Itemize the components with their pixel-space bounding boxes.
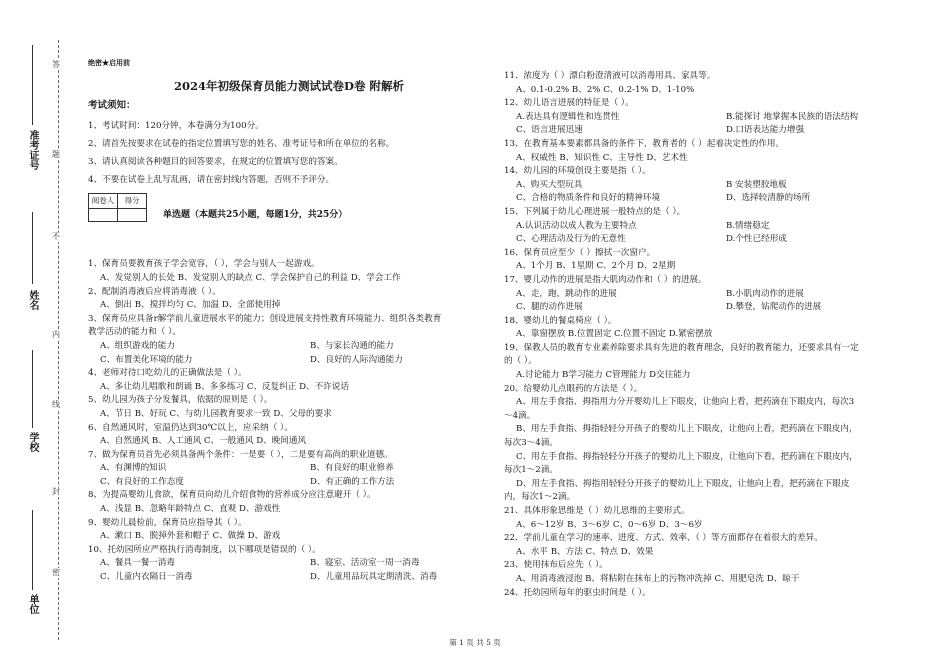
notice-heading: 考试须知： bbox=[88, 100, 136, 112]
option-row: A、6～12岁 B、3～6岁 C、0～6岁 D、3～6岁 bbox=[516, 519, 703, 530]
question-text: 7、做为保育员首先必须具备两个条件：一是要（ ），二是要有高尚的职业道德。 bbox=[88, 449, 393, 460]
label-name: 姓名 bbox=[27, 290, 38, 310]
option-row: A、靠窗摆放 B.位置固定 C.位置不固定 D.紧密摆放 bbox=[516, 329, 713, 340]
label-unit: 单位 bbox=[27, 594, 38, 614]
binding-char: 密 bbox=[52, 568, 60, 577]
option-row bbox=[88, 557, 490, 571]
option-row: A、自然通风 B、人工通风 C、一般通风 D、晚间通风 bbox=[100, 436, 307, 447]
question-text: 的（ ）。 bbox=[504, 356, 537, 367]
exam-title: 2024年初级保育员能力测试试卷D卷 附解析 bbox=[174, 78, 404, 93]
notice-item: 4、不要在试卷上乱写乱画，请在密封线内答题，否则不予评分。 bbox=[88, 174, 335, 185]
question-text: 8、为提高婴幼儿食欲，保育员向幼儿介绍食物的营养成分应注意避开（ ）。 bbox=[88, 490, 376, 501]
score-row bbox=[88, 193, 490, 223]
option-text: B.能探讨 地掌握本民族的语法结构 bbox=[726, 111, 859, 122]
score-cell-blank[interactable] bbox=[118, 208, 147, 221]
option-text: A、餐具一餐一消毒 bbox=[100, 558, 175, 569]
secret-mark: 绝密★启用前 bbox=[88, 58, 130, 67]
question-text: 19、保教人员的教育专业素养除要求具有先进的教育理念，良好的教育能力，还要求具有一定 bbox=[504, 342, 859, 353]
binding-char: 线 bbox=[52, 400, 60, 409]
option-row bbox=[88, 476, 490, 490]
option-row: A.讨论能力 B学习能力 C管理能力 D交往能力 bbox=[516, 370, 691, 381]
unit-blank bbox=[32, 510, 34, 590]
option-text: B、与家长沟通的能力 bbox=[310, 340, 394, 351]
question-text: 3、保育员应具备r解学前儿童进展水平的能力；创设进展支持性教育环境能力、组织各类教育 bbox=[88, 313, 442, 324]
option-text: D、有正确的工作方法 bbox=[310, 476, 395, 487]
option-text: D.攀登，钻爬动作的进展 bbox=[726, 302, 822, 313]
question-text: 教学活动的能力和（ ）。 bbox=[88, 327, 181, 338]
score-cell-score: 得分 bbox=[118, 194, 147, 209]
question-text: 13、在教育基本要素都具备的条件下，教育者的（ ）起着决定性的作用。 bbox=[504, 138, 785, 149]
question-text: 14、幼儿园的环境创设主要是指（ ）。 bbox=[504, 166, 651, 177]
option-text: B.小肌肉动作的进展 bbox=[726, 288, 804, 299]
option-text: C、有良好的工作态度 bbox=[100, 476, 184, 487]
option-text: A.表达具有逻辑性和连贯性 bbox=[516, 111, 620, 122]
score-cell-grader: 阅卷人 bbox=[89, 194, 118, 209]
question-text: 12、幼儿语言进展的特征是（ ）。 bbox=[504, 98, 634, 109]
question-text: 5、幼儿园为孩子分发餐具，依据的原则是（ ）。 bbox=[88, 395, 273, 406]
option-row: A、多让幼儿唱歌和朗诵 B、多多练习 C、反复纠正 D、不许说话 bbox=[100, 381, 350, 392]
option-row bbox=[504, 220, 944, 234]
option-row bbox=[504, 288, 944, 302]
option-row bbox=[88, 340, 490, 354]
binding-char: 封 bbox=[52, 487, 60, 496]
question-text: 6、自然通风时，室温仍达到30℃以上，应采纳（ ）。 bbox=[88, 422, 293, 433]
binding-dashed-line bbox=[58, 40, 59, 640]
left-questions bbox=[88, 258, 490, 584]
question-text: 10、托幼园所应严格执行消毒制度，以下哪项是错误的（ ）。 bbox=[88, 544, 321, 555]
option-text: B、有良好的职业修养 bbox=[310, 463, 394, 474]
option-row: A、0.1-0.2% B、2% C、0.2-1% D、1-10% bbox=[516, 84, 695, 95]
binding-char: 不 bbox=[52, 232, 60, 241]
question-text: 17、婴儿动作的进展是指大肌肉动作和（ ）的进展。 bbox=[504, 274, 707, 285]
option-text: A、组织游戏的能力 bbox=[100, 340, 175, 351]
label-exam-number: 准考证号 bbox=[27, 130, 38, 170]
option-row: B、用左手食指、拇指轻轻分开孩子的婴幼儿上下眼皮，让他向上看，把药滴在下眼皮内， bbox=[516, 424, 858, 435]
option-text: D、选择较清静的场所 bbox=[726, 193, 811, 204]
option-text: C、语言进展迅速 bbox=[516, 125, 583, 136]
option-text: C、合格的物质条件和良好的精神环境 bbox=[516, 193, 661, 204]
question-text: 9、婴幼儿晨检前，保育员应指导其（ ）。 bbox=[88, 517, 247, 528]
option-row bbox=[504, 192, 944, 206]
option-row: D、用左手食指、拇指用轻轻分开孩子的婴幼儿上下眼皮，让他向上看，把药滴在下眼皮 bbox=[516, 478, 850, 489]
option-row bbox=[504, 179, 944, 193]
option-row: A、发觉别人的长处 B、发觉别人的缺点 C、学会保护自己的利益 D、学会工作 bbox=[100, 272, 401, 283]
option-text: C、布置美化环境的能力 bbox=[100, 354, 193, 365]
option-row: A、权威性 B、知识性 C、主导性 D、艺术性 bbox=[516, 152, 688, 163]
option-text: A、有渊博的知识 bbox=[100, 463, 167, 474]
exam-number-blank bbox=[32, 45, 34, 125]
binding-margin bbox=[0, 0, 70, 671]
question-text: 内，每次1～2滴。 bbox=[504, 492, 576, 503]
question-text: 11、浓度为（ ）漂白粉澄清液可以消毒用具、家具等。 bbox=[504, 71, 716, 81]
option-text: C、腿的动作进展 bbox=[516, 302, 583, 313]
school-blank bbox=[32, 350, 34, 428]
option-row: C、用左手食指、拇指轻轻分开孩子的婴幼儿上下眼皮，让他向下看，把药滴在下眼皮内， bbox=[516, 451, 858, 462]
question-text: 22、学前儿童在学习的速率、进度、方式、效率、（ ）等方面都存在着很大的差异。 bbox=[504, 533, 823, 544]
option-row: A、倒出 B、搅拌均匀 C、加温 D、全部使用掉 bbox=[100, 300, 281, 311]
option-text: A、走，跑，跳动作的进展 bbox=[516, 288, 617, 299]
binding-char: 题 bbox=[52, 150, 60, 159]
option-row bbox=[504, 111, 944, 125]
binding-char: 内 bbox=[52, 330, 60, 339]
option-row bbox=[88, 354, 490, 368]
score-table bbox=[88, 193, 147, 222]
question-text: ～4滴。 bbox=[504, 410, 536, 421]
label-school: 学校 bbox=[27, 432, 38, 452]
question-text: 21、具体形象思维是（ ）幼儿思维的主要形式。 bbox=[504, 506, 690, 516]
question-text: 每次3～4滴。 bbox=[504, 438, 558, 449]
option-text: A.认识活动以成人教为主要特点 bbox=[516, 220, 637, 231]
question-text: 1、保育员要教育孩子学会宽容，（ ），学会与别人一起游戏。 bbox=[88, 259, 320, 270]
option-text: D、良好的人际沟通能力 bbox=[310, 354, 403, 365]
score-cell-blank[interactable] bbox=[89, 208, 118, 221]
option-text: C、心理活动及行为的无意性 bbox=[516, 234, 626, 245]
option-row bbox=[504, 301, 944, 315]
left-column bbox=[88, 56, 490, 585]
question-text: 20、给婴幼儿点眼药的方法是（ ）。 bbox=[504, 383, 643, 394]
question-text: 4、老师对待口吃幼儿的正确做法是（ ）。 bbox=[88, 368, 247, 379]
option-text: C、儿童内衣隔日一消毒 bbox=[100, 572, 193, 583]
option-row bbox=[88, 462, 490, 476]
option-row: A、节日 B、好玩 C、与幼儿园教育要求一致 D、父母的要求 bbox=[100, 408, 332, 419]
question-text: 23、使用抹布后应先（ ）。 bbox=[504, 560, 608, 571]
option-text: D.口语表达能力增强 bbox=[726, 125, 805, 136]
question-text: 18、婴幼儿的餐桌椅应（ ）。 bbox=[504, 315, 617, 326]
option-row bbox=[504, 233, 944, 247]
option-text: B、寝室、活动室一周一消毒 bbox=[310, 558, 420, 569]
option-row: A、浅显 B、忽略年龄特点 C、直观 D、游戏性 bbox=[100, 504, 281, 515]
option-text: B 安装塑胶地板 bbox=[726, 179, 787, 190]
notice-item: 2、请首先按要求在试卷的指定位置填写您的姓名、准考证号和所在单位的名称。 bbox=[88, 138, 395, 149]
option-text: D、儿童用品玩具定期清洗、消毒 bbox=[310, 572, 438, 583]
question-text: 2、配制消毒液后应将消毒液（ ）。 bbox=[88, 286, 221, 297]
notice-item: 3、请认真阅读各种题目的回答要求，在规定的位置填写您的答案。 bbox=[88, 156, 343, 167]
option-row: A、1个月 B、1星期 C、2个月 D、2星期 bbox=[516, 261, 676, 272]
option-row bbox=[504, 124, 944, 138]
option-row: A、用左手食指、拇指用力分开婴幼儿上下眼皮，让他向上看，把药滴在下眼皮内，每次3 bbox=[516, 397, 855, 408]
notice-item: 1、考试时间：120分钟，本卷满分为100分。 bbox=[88, 120, 264, 131]
question-text: 15、下列属于幼儿心理进展一般特点的是（ ）。 bbox=[504, 206, 686, 217]
option-row: A、用消毒液浸泡 B、将粘附在抹布上的污物冲洗掉 C、用肥皂洗 D、晾干 bbox=[516, 573, 800, 584]
name-blank bbox=[32, 212, 34, 284]
question-text: 每次1～2滴。 bbox=[504, 465, 558, 476]
right-column bbox=[504, 70, 944, 600]
option-row: A、水平 B、方法 C、特点 D、效果 bbox=[516, 546, 654, 557]
question-text: 16、保育员应至少（ ）擦拭一次窗户。 bbox=[504, 247, 656, 258]
binding-char: 答 bbox=[52, 60, 60, 69]
section-heading: 单选题（本题共25小题，每题1分，共25分） bbox=[163, 209, 348, 220]
page-footer: 第 1 页 共 5 页 bbox=[449, 638, 501, 647]
question-text: 24、托幼园所每年的驱虫时间是（ ）。 bbox=[504, 587, 651, 598]
option-text: A、购买大型玩具 bbox=[516, 179, 583, 190]
option-text: B.情绪稳定 bbox=[726, 220, 770, 231]
option-row bbox=[88, 571, 490, 585]
option-text: D.个性已经形成 bbox=[726, 234, 787, 245]
option-row: A、漱口 B、脱掉外套和帽子 C、做操 D、游戏 bbox=[100, 531, 281, 542]
